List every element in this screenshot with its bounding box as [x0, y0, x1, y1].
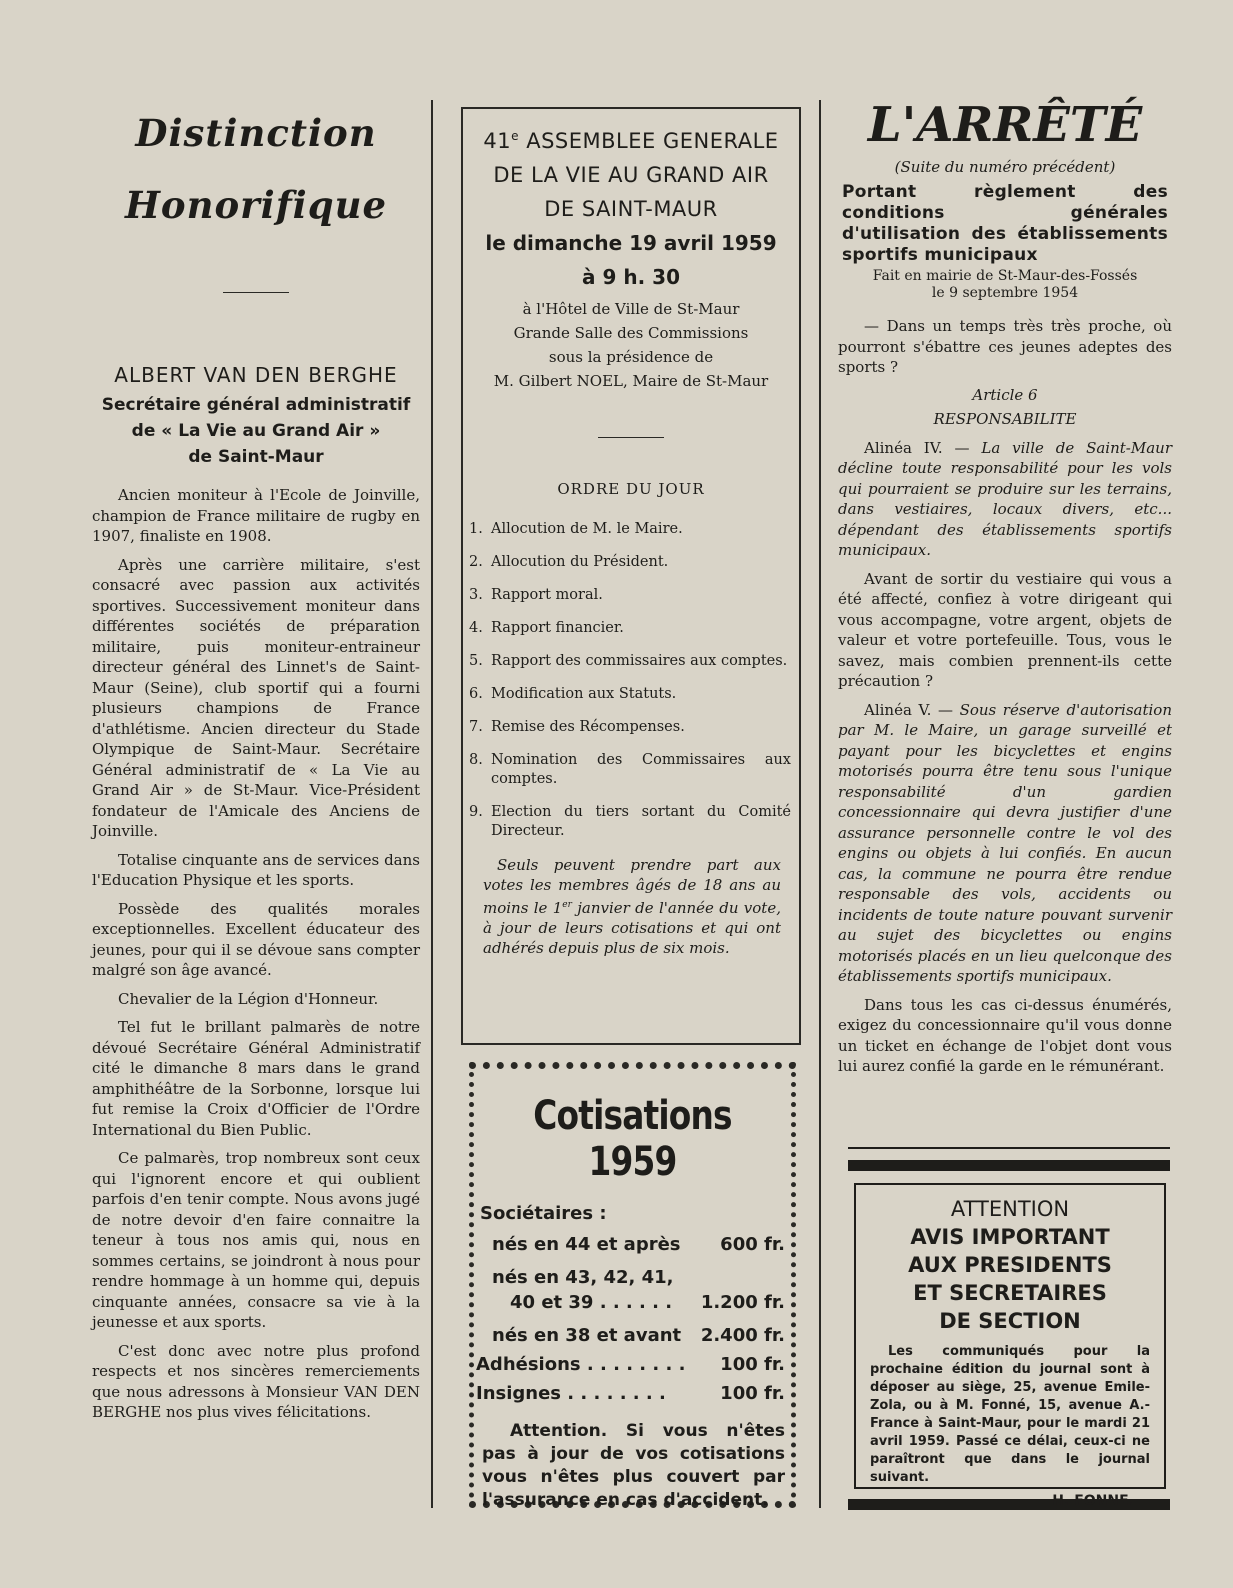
honorary-distinction-article — [92, 100, 420, 1431]
notice-heading-4: ET SECRETAIRES — [913, 1281, 1107, 1305]
honoree-name: ALBERT VAN DEN BERGHE — [114, 363, 398, 387]
alinea-5 — [838, 700, 1172, 987]
arrete-headline: Portant règlement des conditions générales d'utilisation des établissements sportifs municipaux — [842, 182, 1168, 265]
agenda-item — [469, 619, 791, 638]
agenda-item — [469, 751, 791, 789]
alinea-5-text: Sous réserve d'autorisation par M. le Maire, un garage surveillé et payant pour les bicyclettes et engins motorisés pourra être tenu sous l'unique responsabilité d'un gardien concessionnaire qui devra justifier d'une assurance personnelle contre le vol des engins ou objets à lui confiés. En aucun cas, la commune ne pourra être rendue responsable des vols, accidents ou incidents de toute nature pouvant survenir au sujet des bicyclettes ou engins motorisés placés en un lieu quelconque des établissements sportifs municipaux. — [838, 700, 1172, 985]
alinea-4-label: Alinéa IV. — — [864, 438, 982, 457]
fee-label: Adhésions . . . . . . . . — [476, 1354, 686, 1375]
notice-signature: H. FONNE. — [1052, 1493, 1134, 1509]
fees-members-label: Sociétaires : — [480, 1203, 607, 1224]
fee-row — [476, 1352, 785, 1377]
assembly-heading-line3: DE SAINT-MAUR — [544, 197, 718, 221]
fee-row — [492, 1290, 785, 1315]
assembly-heading-text: ASSEMBLEE GENERALE — [519, 129, 779, 153]
agenda-item — [469, 718, 791, 737]
agenda-item-number: 1. — [469, 521, 483, 537]
fee-amount: 600 fr. — [720, 1234, 785, 1255]
agenda-item-number: 6. — [469, 686, 483, 702]
assembly-place-line4: M. Gilbert NOEL, Maire de St-Maur — [493, 372, 769, 390]
fees-warning: Attention. Si vous n'êtes pas à jour de vos cotisations vous n'êtes plus couvert par l'assurance en cas d'accident. — [482, 1421, 785, 1510]
agenda-item — [469, 520, 791, 539]
body-paragraph: C'est donc avec notre plus profond respects et nos sincères remerciements que nous adressons à Monsieur VAN DEN BERGHE nos plus vives félicitations. — [92, 1341, 420, 1421]
column-divider-left — [431, 100, 433, 1508]
article-number: Article 6 — [972, 385, 1038, 404]
honoree-role-line3: de Saint-Maur — [188, 447, 324, 467]
assembly-place-line3: sous la présidence de — [548, 348, 714, 366]
agenda-item-text: Nomination des Commissaires aux comptes. — [491, 752, 791, 787]
agenda-item — [469, 803, 791, 841]
notice-heading-2: AVIS IMPORTANT — [910, 1225, 1110, 1249]
voting-note-text-cont: janvier de l'année du vote, à jour de leurs cotisations et qui ont adhérés depuis plus de six mois. — [483, 899, 781, 957]
agenda-item-text: Allocution du Président. — [491, 554, 669, 570]
fee-label: nés en 44 et après — [492, 1234, 681, 1255]
assembly-place-line2: Grande Salle des Commissions — [513, 324, 749, 342]
general-assembly-notice — [461, 107, 801, 1045]
fee-label: nés en 38 et avant — [492, 1325, 682, 1346]
agenda-item-number: 3. — [469, 587, 483, 603]
body-paragraph: Après une carrière militaire, s'est consacré avec passion aux activités sportives. Successivement moniteur dans différentes sociétés de préparation militaire, puis moniteur-entraineur directeur général des Linnet's de Saint-Maur (Seine), club sportif qui a fourni plusieurs champions de France d'athlétisme. Ancien directeur du Stade Olympique de Saint-Maur. Secrétaire Général administratif de « La Vie au Grand Air » de St-Maur. Vice-Président fondateur de l'Amicale des Anciens de Joinville. — [92, 555, 420, 840]
article-body — [92, 485, 420, 1423]
notice-frame — [854, 1183, 1166, 1509]
voting-note-text: Seuls peuvent prendre part aux votes les membres âgés de 18 ans au moins le 1 — [483, 856, 781, 917]
fee-row — [476, 1381, 785, 1406]
agenda-item-text: Rapport financier. — [491, 620, 624, 636]
agenda-item-number: 8. — [469, 752, 483, 768]
title-divider — [223, 292, 289, 293]
body-paragraph: Ancien moniteur à l'Ecole de Joinville, champion de France militaire de rugby en 1907, finaliste en 1908. — [92, 486, 420, 545]
fee-label: Insignes . . . . . . . . — [476, 1383, 666, 1404]
voting-note-suffix: er — [562, 900, 572, 910]
fee-amount: 100 fr. — [720, 1354, 785, 1375]
agenda-item-text: Allocution de M. le Maire. — [491, 521, 683, 537]
important-notice-box — [848, 1160, 1170, 1510]
honoree-role-line2: de « La Vie au Grand Air » — [131, 421, 381, 441]
vestiaire-advice: Avant de sortir du vestiaire qui vous a été affecté, confiez à votre dirigeant qui vous accompagne, votre argent, objets de valeur et votre portefeuille. Tous, vous le savez, mais combien prennent-ils cette précaution ? — [838, 569, 1172, 690]
agenda-item — [469, 652, 791, 671]
membership-fees-box — [469, 1062, 796, 1508]
fee-row — [492, 1323, 785, 1348]
agenda-item — [469, 685, 791, 704]
body-paragraph: Chevalier de la Légion d'Honneur. — [118, 989, 379, 1008]
agenda-item-number: 4. — [469, 620, 483, 636]
agenda-item — [469, 553, 791, 572]
assembly-heading-line2: DE LA VIE AU GRAND AIR — [493, 163, 769, 187]
assembly-heading-line1 — [463, 129, 799, 153]
agenda-item-text: Remise des Récompenses. — [491, 719, 685, 735]
fee-label: 40 et 39 . . . . . . — [510, 1292, 673, 1313]
agenda-item-number: 7. — [469, 719, 483, 735]
notice-body: Les communiqués pour la prochaine édition du journal sont à déposer au siège, 25, avenue Emile-Zola, ou à M. Fonné, 15, avenue A.-France à Saint-Maur, pour le mardi 21 avril 1959. Passé ce délai, ceux-ci ne paraîtront que dans le journal suivant. — [870, 1344, 1150, 1485]
fee-row — [492, 1232, 785, 1257]
arrete-article — [838, 97, 1172, 1085]
agenda-item-number: 9. — [469, 804, 483, 820]
assembly-date: le dimanche 19 avril 1959 — [485, 231, 777, 255]
notice-heading-1: ATTENTION — [950, 1197, 1070, 1221]
assembly-place-line1: à l'Hôtel de Ville de St-Maur — [522, 300, 740, 318]
agenda-item-text: Rapport moral. — [491, 587, 603, 603]
alinea-4-text: La ville de Saint-Maur décline toute responsabilité pour les vols qui pourraient se produire sur les terrains, dans vestiaires, locaux divers, etc... dépendant des établissements sportifs municipaux. — [838, 438, 1172, 559]
body-paragraph: Possède des qualités morales exceptionnelles. Excellent éducateur des jeunes, pour qui il se dévoue sans compter malgré son âge avancé. — [92, 899, 420, 979]
body-paragraph: Totalise cinquante ans de services dans l'Education Physique et les sports. — [92, 850, 420, 889]
agenda-divider — [598, 437, 664, 438]
fee-amount: 1.200 fr. — [700, 1292, 785, 1313]
article-title-line1: Distinction — [135, 111, 377, 155]
agenda-item-number: 5. — [469, 653, 483, 669]
arrete-made-at: Fait en mairie de St-Maur-des-Fossés — [872, 268, 1138, 284]
arrete-intro: — Dans un temps très très proche, où pourront s'ébattre ces jeunes adeptes des sports ? — [838, 317, 1172, 376]
assembly-number: 41 — [483, 129, 512, 153]
notice-heading-3: AUX PRESIDENTS — [908, 1253, 1112, 1277]
notice-heading-5: DE SECTION — [939, 1309, 1081, 1333]
alinea-5-label: Alinéa V. — — [864, 700, 960, 719]
body-paragraph: Tel fut le brillant palmarès de notre dévoué Secrétaire Général Administratif cité le dimanche 8 mars dans le grand amphithéâtre de la Sorbonne, lorsque lui fut remise la Croix d'Officier de l'Ordre International du Bien Public. — [92, 1018, 420, 1139]
column-divider-right — [819, 100, 821, 1508]
section-rule — [848, 1147, 1170, 1149]
fee-row — [492, 1265, 785, 1290]
assembly-time: à 9 h. 30 — [582, 265, 680, 289]
alinea-4 — [838, 438, 1172, 561]
fee-amount: 2.400 fr. — [700, 1325, 785, 1346]
fee-label: nés en 43, 42, 41, — [492, 1267, 674, 1288]
honoree-role-line1: Secrétaire général administratif — [101, 395, 411, 415]
agenda-item-number: 2. — [469, 554, 483, 570]
voting-eligibility-note — [483, 855, 781, 958]
cases-advice: Dans tous les cas ci-dessus énumérés, exigez du concessionnaire qu'il vous donne un ticket en échange de l'objet dont vous lui aurez confié la garde en le rémunérant. — [838, 995, 1172, 1075]
assembly-number-suffix: e — [511, 129, 520, 143]
agenda-item-text: Modification aux Statuts. — [491, 686, 677, 702]
fees-table-extra — [476, 1352, 785, 1406]
agenda-item-text: Election du tiers sortant du Comité Directeur. — [491, 804, 791, 839]
agenda-title: ORDRE DU JOUR — [557, 480, 705, 498]
arrete-title: L'ARRÊTÉ — [867, 97, 1143, 153]
article-title: RESPONSABILITE — [933, 409, 1077, 428]
article-title-line2: Honorifique — [124, 183, 388, 227]
arrete-subtitle: (Suite du numéro précédent) — [894, 158, 1116, 176]
agenda-item-text: Rapport des commissaires aux comptes. — [491, 653, 788, 669]
agenda-list — [469, 520, 791, 841]
fees-title: Cotisations 1959 — [533, 1093, 732, 1185]
fees-table — [492, 1232, 785, 1348]
agenda-item — [469, 586, 791, 605]
fee-amount: 100 fr. — [720, 1383, 785, 1404]
arrete-made-date: le 9 septembre 1954 — [931, 285, 1079, 301]
body-paragraph: Ce palmarès, trop nombreux sont ceux qui l'ignorent encore et qui oublient parfois d'en tenir compte. Nous avons jugé de notre devoir d'en faire connaitre la teneur à tous nos amis qui, nous en sommes certains, se joindront à nous pour rendre hommage à un homme qui, depuis cinquante années, consacre sa vie à la jeunesse et aux sports. — [92, 1149, 420, 1331]
